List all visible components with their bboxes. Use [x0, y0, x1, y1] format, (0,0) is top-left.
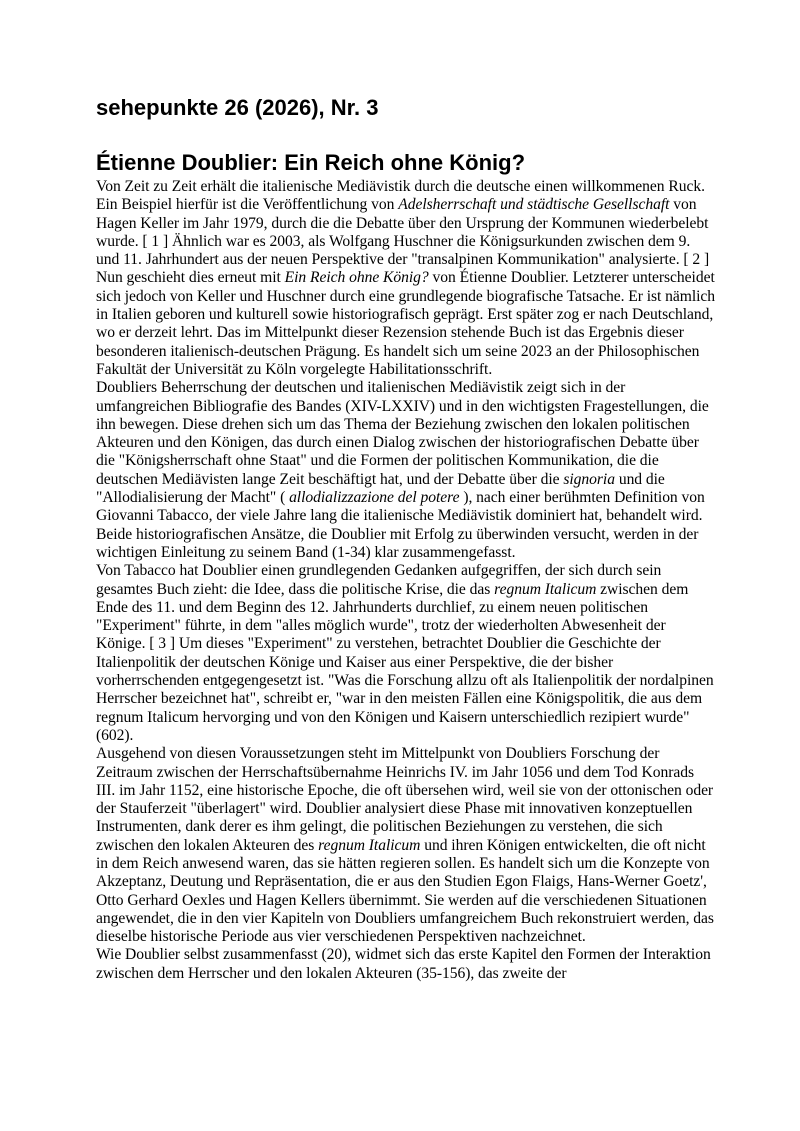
text-run: und ihren Königen entwickelten, die oft nicht in dem Reich anwesend waren, das sie hätten regieren sollen. Es handelt sich um die Konzepte von Akzeptanz, Deutung und Repräsentation, die er aus den Studien Egon Flaigs, Hans-Werner Goetz', Otto Gerhard Oexles und Hagen Kellers übernimmt. Sie werden auf die verschiedenen Situationen angewendet, die in den vier Kapiteln von Doubliers umfangreichem Buch rekonstruiert werden, das dieselbe historische Periode aus vier verschiedenen Perspektiven nachzeichnet. [96, 836, 714, 946]
text-run: Von Zeit zu Zeit erhält die italienische Mediävistik durch die deutsche einen willkommenen Ruck. Ein Beispiel hierfür ist die Veröffentlichung von [96, 178, 705, 214]
document-page [96, 94, 716, 982]
body-paragraph [96, 178, 716, 379]
text-run: Doubliers Beherrschung der deutschen und italienischen Mediävistik zeigt sich in der umfangreichen Bibliografie des Bandes (XIV-LXXIV) und in den wichtigsten Fragestellungen, die ihn bewegen. Diese drehen sich um das Thema der Beziehung zwischen den lokalen politischen Akteuren und den Königen, das durch einen Dialog zwischen der historiografischen Debatte über die "Königsherrschaft ohne Staat" und die Formen der politischen Kommunikation, die die deutschen Mediävisten lange Zeit beschäftigt hat, und der Debatte über die [96, 379, 709, 488]
italic-text-run: regnum Italicum [494, 580, 597, 598]
text-run: von Étienne Doublier. Letzterer unterscheidet sich jedoch von Keller und Huschner durch eine grundlegende biografische Tatsache. Er ist nämlich in Italien geboren und kulturell sowie historiografisch geprägt. Erst später zog er nach Deutschland, wo er derzeit lehrt. Das im Mittelpunkt dieser Rezension stehende Buch ist das Ergebnis dieser besonderen italienisch-deutschen Prägung. Es handelt sich um seine 2023 an der Philosophischen Fakultät der Universität zu Köln vorgelegte Habilitationsschrift. [96, 269, 716, 378]
italic-text-run: Adelsherrschaft und städtische Gesellschaft [398, 196, 670, 214]
text-run: von Hagen Keller im Jahr 1979, durch die die Debatte über den Ursprung der Kommunen wiederbelebt wurde. [ 1 ] Ähnlich war es 2003, als Wolfgang Huschner die Königsurkunden zwischen dem 9. und 11. Jahrhundert aus der neuen Perspektive der "transalpinen Kommunikation" analysierte. [ 2 ] Nun geschieht dies erneut mit [96, 196, 710, 287]
body-paragraph [96, 562, 716, 745]
review-body [96, 178, 716, 983]
text-run: ), nach einer berühmten Definition von Giovanni Tabacco, der viele Jahre lang die italienische Mediävistik dominiert hat, behandelt wird. Beide historiografischen Ansätze, die Doublier mit Erfolg zu überwinden versucht, werden in der wichtigen Einleitung zu seinem Band (1-34) klar zusammengefasst. [96, 489, 705, 561]
italic-text-run: regnum Italicum [318, 836, 421, 854]
text-run: zwischen dem Ende des 11. und dem Beginn des 12. Jahrhunderts durchlief, zu einem neuen politischen "Experiment" führte, in dem "alles möglich wurde", trotz der wiederholten Abwesenheit der Könige. [ 3 ] Um dieses "Experiment" zu verstehen, betrachtet Doublier die Geschichte der Italienpolitik der deutschen Könige und Kaiser aus einer Perspektive, die der bisher vorherrschenden entgegengesetzt ist. "Was die Forschung allzu oft als Italienpolitik der nordalpinen Herrscher bezeichnet hat", schreibt er, "war in den meisten Fällen eine Königspolitik, die aus dem regnum Italicum hervorging und von den Königen und Kaisern unterschiedlich rezipiert wurde" (602). [96, 580, 714, 744]
text-run: Wie Doublier selbst zusammenfasst (20), widmet sich das erste Kapitel den Formen der Interaktion zwischen dem Herrscher und den lokalen Akteuren (35-156), das zweite der [96, 946, 711, 982]
text-run: Ausgehend von diesen Voraussetzungen steht im Mittelpunkt von Doubliers Forschung der Zeitraum zwischen der Herrschaftsübernahme Heinrichs IV. im Jahr 1056 und dem Tod Konrads III. im Jahr 1152, eine historische Epoche, die oft übersehen wird, weil sie von der ottonischen oder der Stauferzeit "überlagert" wird. Doublier analysiert diese Phase mit innovativen konzeptuellen Instrumenten, dank derer es ihm gelingt, die politischen Beziehungen zu verstehen, die sich zwischen den lokalen Akteuren des [96, 745, 714, 854]
body-paragraph [96, 379, 716, 562]
body-paragraph [96, 745, 716, 946]
journal-heading: sehepunkte 26 (2026), Nr. 3 [96, 95, 379, 120]
text-run: Von Tabacco hat Doublier einen grundlegenden Gedanken aufgegriffen, der sich durch sein gesamtes Buch zieht: die Idee, dass die politische Krise, die das [96, 562, 662, 598]
review-title: Étienne Doublier: Ein Reich ohne König? [96, 150, 526, 175]
body-paragraph [96, 946, 716, 983]
italic-text-run: Ein Reich ohne König? [284, 269, 429, 287]
italic-text-run: allodializzazione del potere [289, 489, 460, 507]
text-run: und die "Allodialisierung der Macht" ( [96, 470, 665, 507]
italic-text-run: signoria [563, 470, 615, 488]
